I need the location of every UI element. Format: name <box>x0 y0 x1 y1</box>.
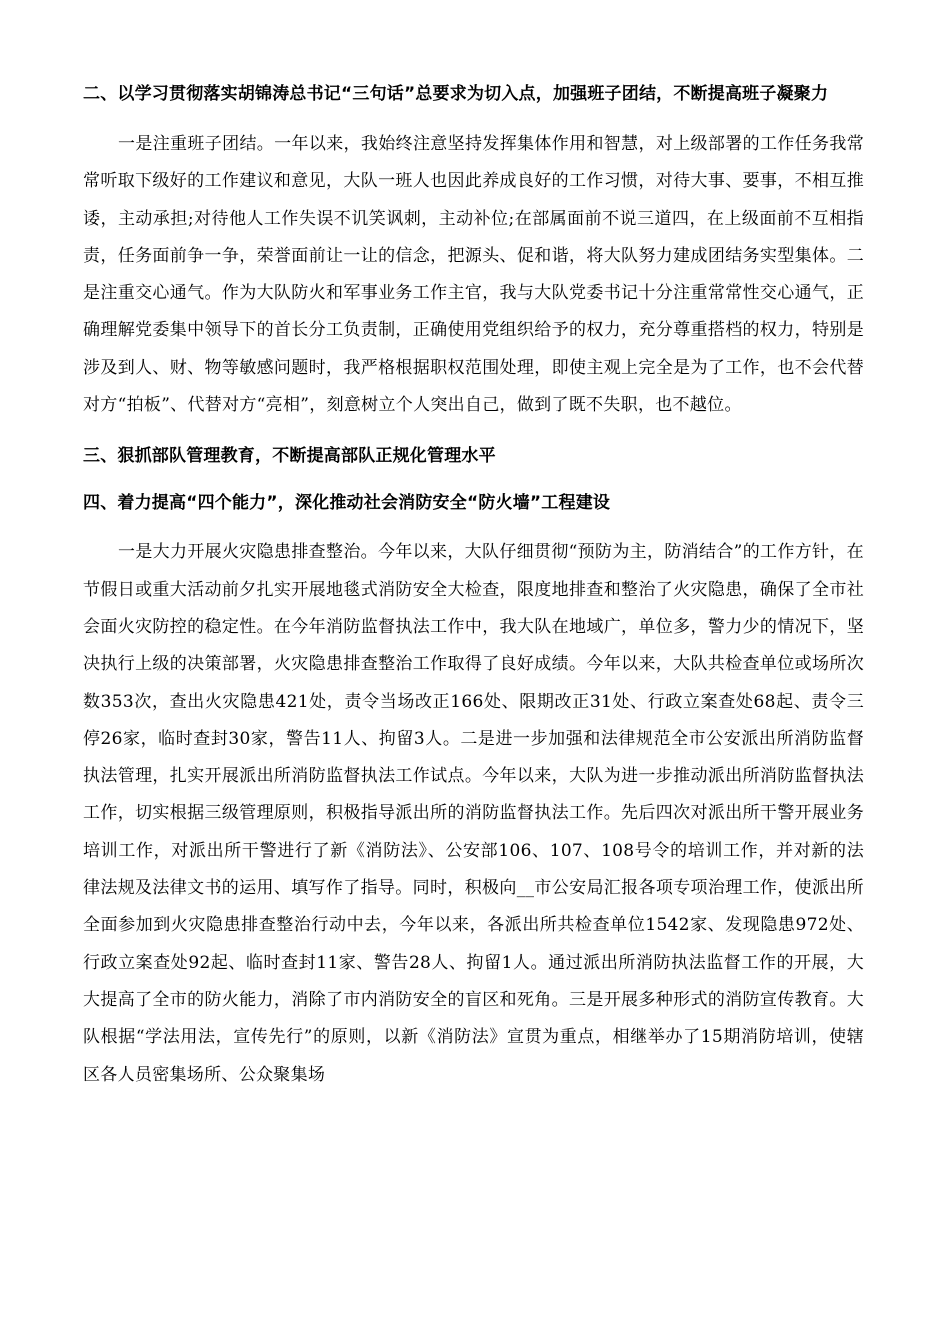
section-paragraph-4: 一是大力开展火灾隐患排查整治。今年以来，大队仔细贯彻“预防为主，防消结合”的工作方针，在节假日或重大活动前夕扎实开展地毯式消防安全大检查，限度地排查和整治了火灾隐患，确保了全市社会面火灾防控的稳定性。在今年消防监督执法工作中，我大队在地域广，单位多，警力少的情况下，坚决执行上级的决策部署，火灾隐患排查整治工作取得了良好成绩。今年以来，大队共检查单位或场所次数353次，查出火灾隐患421处，责令当场改正166处、限期改正31处、行政立案查处68起、责令三停26家，临时查封30家，警告11人、拘留3人。二是进一步加强和法律规范全市公安派出所消防监督执法管理，扎实开展派出所消防监督执法工作试点。今年以来，大队为进一步推动派出所消防监督执法工作，切实根据三级管理原则，积极指导派出所的消防监督执法工作。先后四次对派出所干警开展业务培训工作，对派出所干警进行了新《消防法》、公安部106、107、108号令的培训工作，并对新的法律法规及法律文书的运用、填写作了指导。同时，积极向__市公安局汇报各项专项治理工作，使派出所全面参加到火灾隐患排查整治行动中去，今年以来，各派出所共检查单位1542家、发现隐患972处、行政立案查处92起、临时查封11家、警告28人、拘留1人。通过派出所消防执法监督工作的开展，大大提高了全市的防火能力，消除了市内消防安全的盲区和死角。三是开展多种形式的消防宣传教育。大队根据“学法用法，宣传先行”的原则，以新《消防法》宣贯为重点，相继举办了15期消防培训，使辖区各人员密集场所、公众聚集场 <box>83 542 864 1085</box>
section-heading-2: 二、以学习贯彻落实胡锦涛总书记“三句话”总要求为切入点，加强班子团结，不断提高班子凝聚力 <box>83 84 829 104</box>
spacer <box>83 113 864 126</box>
spacer <box>83 522 864 534</box>
section-heading-4: 四、着力提高“四个能力”，深化推动社会消防安全“防火墙”工程建设 <box>83 493 611 514</box>
section-heading-3: 三、狠抓部队管理教育，不断提高部队正规化管理水平 <box>83 446 496 467</box>
spacer <box>83 475 864 485</box>
section-paragraph-2: 一是注重班子团结。一年以来，我始终注意坚持发挥集体作用和智慧，对上级部署的工作任务我常常听取下级好的工作建议和意见，大队一班人也因此养成良好的工作习惯，对待大事、要事，不相互推诿，主动承担;对待他人工作失误不讥笑讽刺，主动补位;在部属面前不说三道四，在上级面前不互相指责，任务面前争一争，荣誉面前让一让的信念，把源头、促和谐，将大队努力建成团结务实型集体。二是注重交心通气。作为大队防火和军事业务工作主官，我与大队党委书记十分注重常常性交心通气，正确理解党委集中领导下的首长分工负责制，正确使用党组织给予的权力，充分尊重搭档的权力，特别是涉及到人、财、物等敏感问题时，我严格根据职权范围处理，即使主观上完全是为了工作，也不会代替对方“拍板”、代替对方“亮相”，刻意树立个人突出自己，做到了既不失职，也不越位。 <box>83 134 864 416</box>
spacer <box>83 424 864 438</box>
